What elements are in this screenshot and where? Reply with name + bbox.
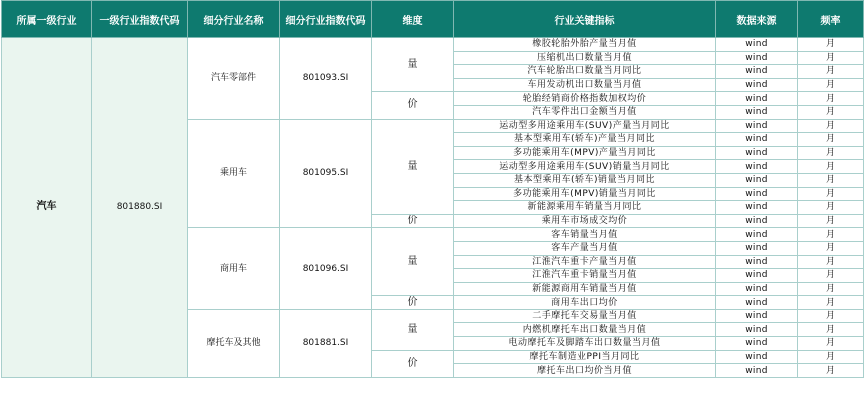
header-dimension: 维度 — [372, 1, 454, 38]
key-indicator-cell: 多功能乘用车(MPV)产量当月同比 — [454, 146, 716, 160]
frequency-cell: 月 — [798, 282, 864, 296]
frequency-cell: 月 — [798, 350, 864, 364]
level1-industry-cell: 汽车 — [2, 38, 92, 378]
data-source-cell: wind — [716, 364, 798, 378]
header-key-indicator: 行业关键指标 — [454, 1, 716, 38]
data-source-cell: wind — [716, 65, 798, 79]
data-source-cell: wind — [716, 269, 798, 283]
header-frequency: 频率 — [798, 1, 864, 38]
indicator-table-container — [1, 0, 863, 378]
frequency-cell: 月 — [798, 173, 864, 187]
data-source-cell: wind — [716, 78, 798, 92]
frequency-cell: 月 — [798, 105, 864, 119]
frequency-cell: 月 — [798, 269, 864, 283]
data-source-cell: wind — [716, 201, 798, 215]
data-source-cell: wind — [716, 323, 798, 337]
key-indicator-cell: 新能源商用车销量当月值 — [454, 282, 716, 296]
data-source-cell: wind — [716, 296, 798, 310]
frequency-cell: 月 — [798, 160, 864, 174]
key-indicator-cell: 运动型多用途乘用车(SUV)产量当月同比 — [454, 119, 716, 133]
dimension-cell: 量 — [372, 119, 454, 214]
data-source-cell: wind — [716, 309, 798, 323]
key-indicator-cell: 摩托车制造业PPI当月同比 — [454, 350, 716, 364]
frequency-cell: 月 — [798, 92, 864, 106]
key-indicator-cell: 多功能乘用车(MPV)销量当月同比 — [454, 187, 716, 201]
key-indicator-cell: 新能源乘用车销量当月同比 — [454, 201, 716, 215]
key-indicator-cell: 客车销量当月值 — [454, 228, 716, 242]
frequency-cell: 月 — [798, 65, 864, 79]
dimension-cell: 量 — [372, 228, 454, 296]
data-source-cell: wind — [716, 38, 798, 52]
data-source-cell: wind — [716, 160, 798, 174]
key-indicator-cell: 电动摩托车及脚踏车出口数量当月值 — [454, 337, 716, 351]
dimension-cell: 量 — [372, 38, 454, 92]
header-level1-index-code: 一级行业指数代码 — [92, 1, 188, 38]
data-source-cell: wind — [716, 173, 798, 187]
key-indicator-cell: 车用发动机出口数量当月值 — [454, 78, 716, 92]
segment-name-cell: 汽车零部件 — [188, 38, 280, 120]
data-source-cell: wind — [716, 187, 798, 201]
key-indicator-cell: 内燃机摩托车出口数量当月值 — [454, 323, 716, 337]
data-source-cell: wind — [716, 282, 798, 296]
segment-name-cell: 摩托车及其他 — [188, 309, 280, 377]
data-source-cell: wind — [716, 133, 798, 147]
segment-index-code-cell: 801881.SI — [280, 309, 372, 377]
key-indicator-cell: 压缩机出口数量当月值 — [454, 51, 716, 65]
data-source-cell: wind — [716, 241, 798, 255]
header-data-source: 数据来源 — [716, 1, 798, 38]
frequency-cell: 月 — [798, 323, 864, 337]
key-indicator-cell: 江淮汽车重卡产量当月值 — [454, 255, 716, 269]
frequency-cell: 月 — [798, 214, 864, 228]
dimension-cell: 价 — [372, 296, 454, 310]
header-row — [2, 1, 864, 38]
key-indicator-cell: 轮胎经销商价格指数加权均价 — [454, 92, 716, 106]
key-indicator-cell: 江淮汽车重卡销量当月值 — [454, 269, 716, 283]
data-source-cell: wind — [716, 146, 798, 160]
table-row — [2, 38, 864, 52]
key-indicator-cell: 商用车出口均价 — [454, 296, 716, 310]
key-indicator-cell: 运动型多用途乘用车(SUV)销量当月同比 — [454, 160, 716, 174]
dimension-cell: 价 — [372, 214, 454, 228]
key-indicator-cell: 基本型乘用车(轿车)销量当月同比 — [454, 173, 716, 187]
key-indicator-cell: 乘用车市场成交均价 — [454, 214, 716, 228]
frequency-cell: 月 — [798, 309, 864, 323]
data-source-cell: wind — [716, 92, 798, 106]
frequency-cell: 月 — [798, 241, 864, 255]
key-indicator-cell: 摩托车出口均价当月值 — [454, 364, 716, 378]
header-segment-name: 细分行业名称 — [188, 1, 280, 38]
industry-indicator-table — [1, 0, 864, 378]
frequency-cell: 月 — [798, 228, 864, 242]
level1-index-code-cell: 801880.SI — [92, 38, 188, 378]
frequency-cell: 月 — [798, 119, 864, 133]
dimension-cell: 价 — [372, 92, 454, 119]
data-source-cell: wind — [716, 228, 798, 242]
segment-index-code-cell: 801095.SI — [280, 119, 372, 228]
frequency-cell: 月 — [798, 146, 864, 160]
frequency-cell: 月 — [798, 51, 864, 65]
key-indicator-cell: 汽车轮胎出口数量当月同比 — [454, 65, 716, 79]
data-source-cell: wind — [716, 119, 798, 133]
key-indicator-cell: 二手摩托车交易量当月值 — [454, 309, 716, 323]
frequency-cell: 月 — [798, 38, 864, 52]
data-source-cell: wind — [716, 337, 798, 351]
key-indicator-cell: 客车产量当月值 — [454, 241, 716, 255]
header-segment-index-code: 细分行业指数代码 — [280, 1, 372, 38]
frequency-cell: 月 — [798, 78, 864, 92]
frequency-cell: 月 — [798, 133, 864, 147]
frequency-cell: 月 — [798, 337, 864, 351]
segment-index-code-cell: 801093.SI — [280, 38, 372, 120]
segment-name-cell: 商用车 — [188, 228, 280, 310]
header-level1-industry: 所属一级行业 — [2, 1, 92, 38]
frequency-cell: 月 — [798, 201, 864, 215]
key-indicator-cell: 汽车零件出口金额当月值 — [454, 105, 716, 119]
segment-index-code-cell: 801096.SI — [280, 228, 372, 310]
frequency-cell: 月 — [798, 187, 864, 201]
data-source-cell: wind — [716, 214, 798, 228]
key-indicator-cell: 橡胶轮胎外胎产量当月值 — [454, 38, 716, 52]
frequency-cell: 月 — [798, 255, 864, 269]
table-body — [2, 38, 864, 378]
frequency-cell: 月 — [798, 296, 864, 310]
dimension-cell: 量 — [372, 309, 454, 350]
data-source-cell: wind — [716, 350, 798, 364]
key-indicator-cell: 基本型乘用车(轿车)产量当月同比 — [454, 133, 716, 147]
data-source-cell: wind — [716, 255, 798, 269]
data-source-cell: wind — [716, 51, 798, 65]
data-source-cell: wind — [716, 105, 798, 119]
frequency-cell: 月 — [798, 364, 864, 378]
segment-name-cell: 乘用车 — [188, 119, 280, 228]
dimension-cell: 价 — [372, 350, 454, 377]
